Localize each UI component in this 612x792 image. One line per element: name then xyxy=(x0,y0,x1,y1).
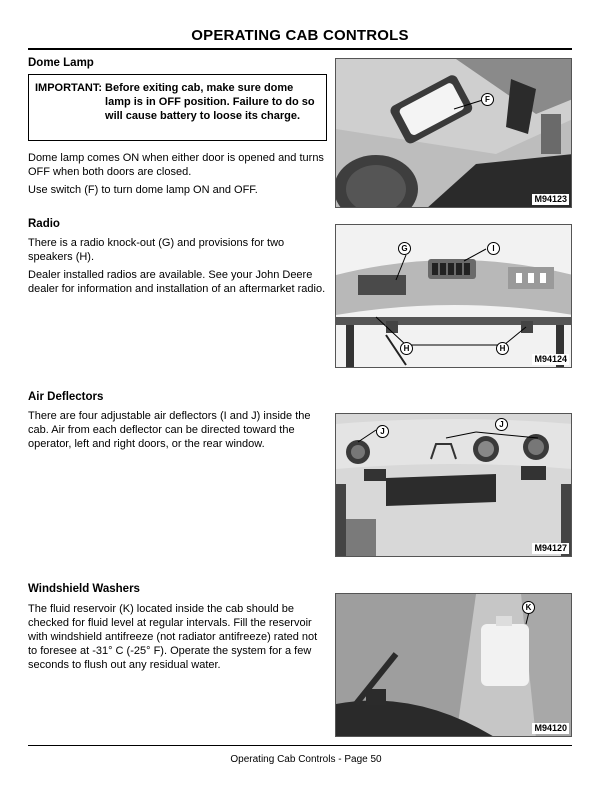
photo-id: M94123 xyxy=(534,194,567,204)
callout-j-right: J xyxy=(495,418,508,431)
dome-lamp-heading: Dome Lamp xyxy=(28,57,94,69)
windshield-washers-paragraph: The fluid reservoir (K) located inside the cab should be checked for fluid level at regular intervals. Fill the reservoir with windshield antifreeze (not radiator antifreeze) rated not to foresee at -31° C (-25° F). Operate the system for a few seconds to flush out any residual water. xyxy=(28,603,318,671)
page-title: OPERATING CAB CONTROLS xyxy=(191,27,409,44)
callout-h-left: H xyxy=(400,342,413,355)
callout-f: F xyxy=(481,93,494,106)
callout-k: K xyxy=(522,601,535,614)
photo-id: M94120 xyxy=(534,723,567,733)
title-rule xyxy=(28,48,572,50)
callout-i: I xyxy=(487,242,500,255)
windshield-washers-photo xyxy=(335,593,572,737)
callout-j-left: J xyxy=(376,425,389,438)
windshield-washers-heading: Windshield Washers xyxy=(28,583,140,595)
radio-heading: Radio xyxy=(28,218,60,230)
callout-g: G xyxy=(398,242,411,255)
photo-id: M94124 xyxy=(534,354,567,364)
radio-paragraph-2: Dealer installed radios are available. See your John Deere dealer for information and installation of an aftermarket radio. xyxy=(28,269,326,295)
photo-id: M94127 xyxy=(534,543,567,553)
callout-h-right: H xyxy=(496,342,509,355)
air-deflectors-heading: Air Deflectors xyxy=(28,391,104,403)
important-notice xyxy=(28,74,327,141)
radio-photo xyxy=(335,224,572,368)
air-deflectors-paragraph: There are four adjustable air deflectors (I and J) inside the cab. Air from each deflector can be directed toward the operator, left and right doors, or the rear window. xyxy=(28,410,311,450)
radio-paragraph-1: There is a radio knock-out (G) and provisions for two speakers (H). xyxy=(28,237,285,263)
dome-lamp-photo xyxy=(335,58,572,208)
important-text: Before exiting cab, make sure dome lamp is in OFF position. Failure to do so will cause battery to loose its charge. xyxy=(105,82,315,122)
important-label: IMPORTANT: xyxy=(35,82,103,94)
air-deflectors-photo xyxy=(335,413,572,557)
footer-rule xyxy=(28,745,572,746)
page-footer: Operating Cab Controls - Page 50 xyxy=(230,754,382,765)
dome-lamp-paragraph-2: Use switch (F) to turn dome lamp ON and OFF. xyxy=(28,184,258,196)
dome-lamp-paragraph-1: Dome lamp comes ON when either door is opened and turns OFF when both doors are closed. xyxy=(28,152,324,178)
